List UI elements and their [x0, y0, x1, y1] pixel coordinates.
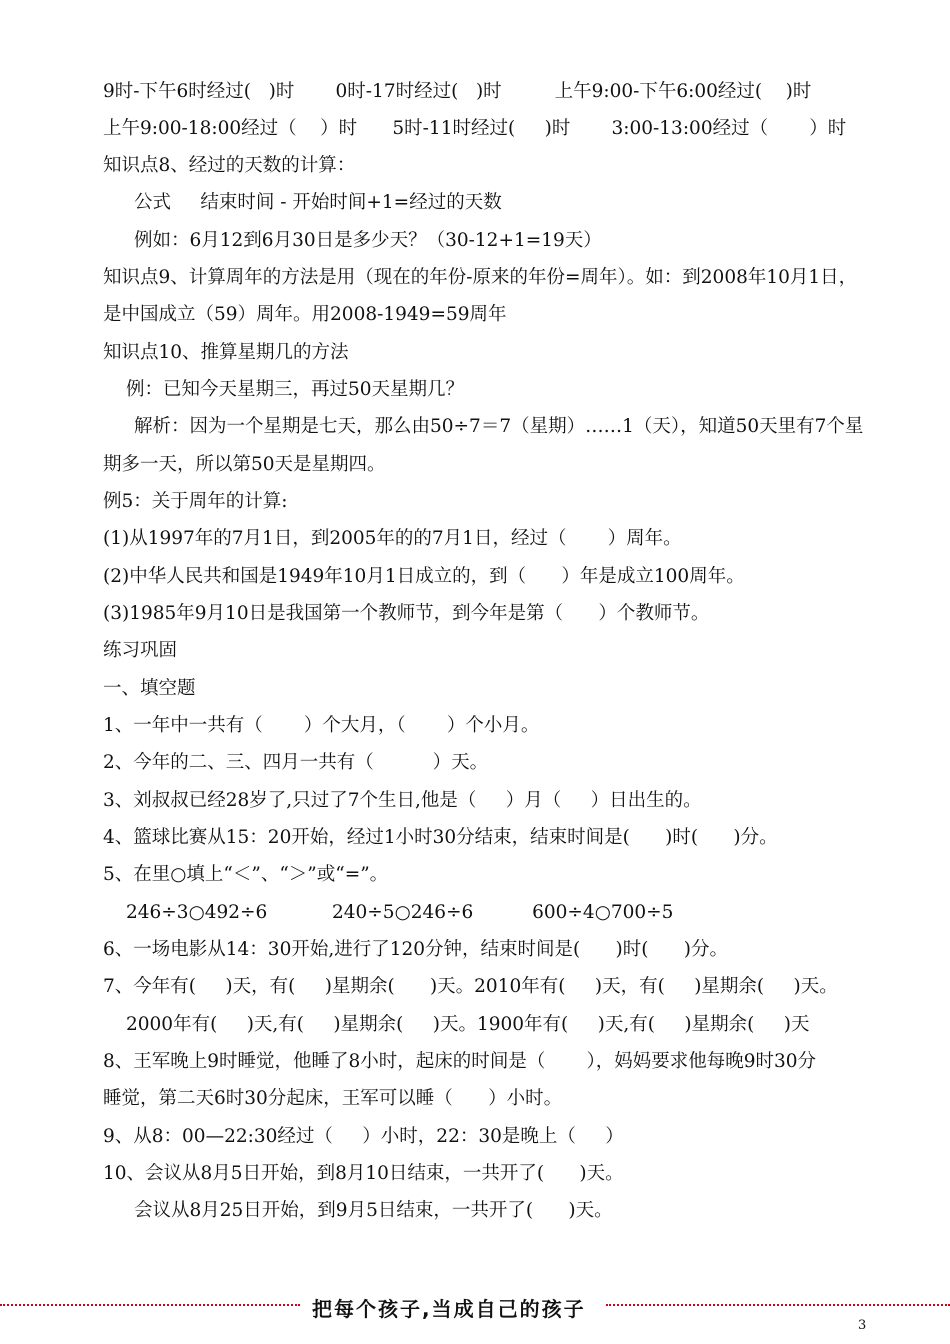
footer-rule-right — [606, 1304, 950, 1306]
question-10-cont: 会议从8月25日开始，到9月5日结束，一共开了( )天。 — [134, 1200, 613, 1221]
example-5-heading: 例5：关于周年的计算: — [103, 491, 288, 512]
footer-slogan: 把每个孩子,当成自己的孩子 — [312, 1297, 586, 1321]
weekday-analysis: 解析：因为一个星期是七天，那么由50÷7＝7（星期）……1（天），知道50天里有7个星 — [134, 416, 864, 437]
knowledge-point-9: 知识点9、计算周年的方法是用（现在的年份-原来的年份=周年）。如：到2008年10月1日， — [103, 267, 858, 288]
practice-heading: 练习巩固 — [103, 640, 178, 661]
question-1: 1、一年中一共有（ ）个大月，（ ）个小月。 — [103, 715, 540, 736]
question-8-cont: 睡觉，第二天6时30分起床，王军可以睡（ ）小时。 — [103, 1088, 563, 1109]
footer-rule-left — [0, 1304, 300, 1306]
example-5-item-2: (2)中华人民共和国是1949年10月1日成立的，到（ ）年是成立100周年。 — [103, 566, 745, 587]
question-3: 3、刘叔叔已经28岁了,只过了7个生日,他是（ ）月（ ）日出生的。 — [103, 790, 702, 811]
question-5: 5、在里○填上“＜”、“＞”或“=”。 — [103, 864, 389, 885]
question-7: 7、今年有( )天，有( )星期余( )天。2010年有( )天，有( )星期余( )天。 — [103, 976, 838, 997]
question-2: 2、今年的二、三、四月一共有（ ）天。 — [103, 752, 489, 773]
time-duration-line-1: 9时-下午6时经过( )时 0时-17时经过( )时 上午9:00-下午6:00经过( )时 — [103, 81, 812, 102]
time-duration-line-2: 上午9:00-18:00经过（ ）时 5时-11时经过( )时 3:00-13:00经过（ ）时 — [103, 118, 847, 139]
question-6: 6、一场电影从14：30开始,进行了120分钟，结束时间是( )时( )分。 — [103, 939, 728, 960]
knowledge-point-8: 知识点8、经过的天数的计算： — [103, 155, 356, 176]
question-10: 10、会议从8月5日开始，到8月10日结束，一共开了( )天。 — [103, 1163, 624, 1184]
question-9: 9、从8：00—22:30经过（ ）小时，22：30是晚上（ ） — [103, 1126, 624, 1147]
example-5-item-1: (1)从1997年的7月1日，到2005年的的7月1日，经过（ ）周年。 — [103, 528, 682, 549]
weekday-analysis-cont: 期多一天，所以第50天是星期四。 — [103, 454, 386, 475]
question-4: 4、篮球比赛从15：20开始，经过1小时30分结束，结束时间是( )时( )分。 — [103, 827, 778, 848]
example-5-item-3: (3)1985年9月10日是我国第一个教师节，到今年是第（ ）个教师节。 — [103, 603, 710, 624]
formula-line: 公式 结束时间 - 开始时间+1=经过的天数 — [134, 192, 502, 213]
knowledge-point-9-cont: 是中国成立（59）周年。用2008-1949=59周年 — [103, 304, 507, 325]
knowledge-point-10: 知识点10、推算星期几的方法 — [103, 342, 349, 363]
question-5-expressions: 246÷3○492÷6 240÷5○246÷6 600÷4○700÷5 — [126, 902, 674, 923]
question-8: 8、王军晚上9时睡觉，他睡了8小时，起床的时间是（ ），妈妈要求他每晚9时30分 — [103, 1051, 817, 1072]
page-number: 3 — [858, 1318, 867, 1333]
question-7-cont: 2000年有( )天,有( )星期余( )天。1900年有( )天,有( )星期余( )天 — [126, 1014, 810, 1035]
fill-blank-heading: 一、填空题 — [103, 678, 196, 699]
weekday-example: 例：已知今天星期三，再过50天星期几？ — [126, 379, 465, 400]
example-days: 例如：6月12到6月30日是多少天？（30-12+1=19天） — [134, 230, 602, 251]
